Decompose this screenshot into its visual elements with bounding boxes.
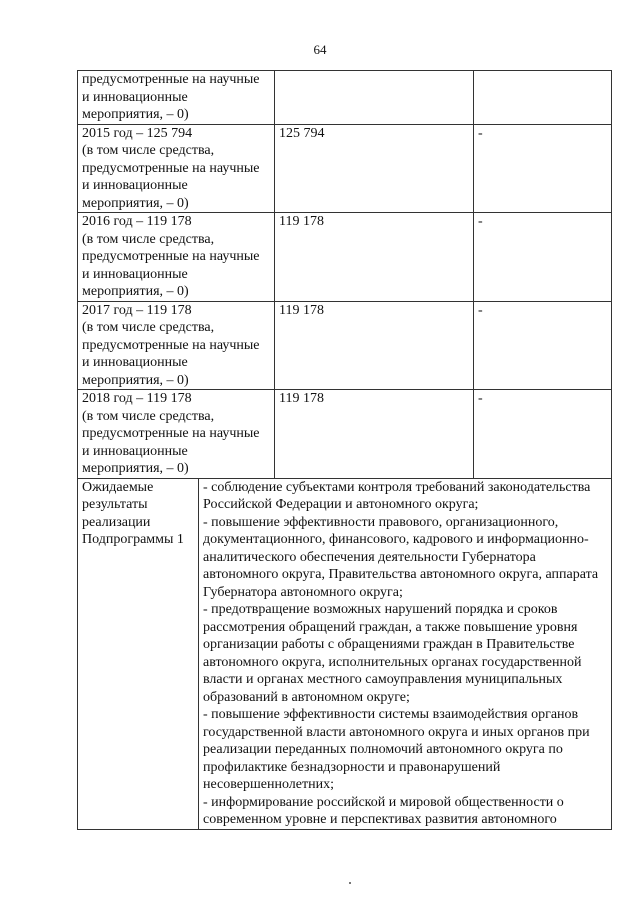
page-number: 64 [313,42,327,57]
table-cell [275,301,474,390]
funding-description: предусмотренные на научные и инновационные мероприятия, – 0) [82,72,260,122]
table-cell [78,213,275,302]
table-cell [78,301,275,390]
expected-results-list [203,479,607,829]
table-cell [474,301,612,390]
amount-2015: 125 794 [279,125,325,141]
table-cell [474,71,612,125]
table-cell [78,390,275,479]
amount-2016: 119 178 [279,214,324,229]
list-item: - предотвращение возможных нарушений порядка и сроков рассмотрения обращений граждан, а также повышение уровня организации работы с обращениями граждан в Правительстве автономного округа, исполнительных органах государственной власти и органах местного самоуправления муниципальных образований в автономном округе; [203,602,582,705]
table-cell [275,390,474,479]
table-cell [275,124,474,213]
table-row [78,478,612,829]
amount-2018: 119 178 [279,391,324,406]
scan-speck [349,882,351,884]
amount-2017: 119 178 [279,302,324,318]
funding-year-2017: 2017 год – 119 178 (в том числе средства, предусмотренные на научные и инновационные мероприятия, – 0) [82,302,260,388]
table-cell [275,71,474,125]
list-item: - информирование российской и мировой общественности о современном уровне и перспективах развития автономного [203,794,564,827]
table-row [78,390,612,479]
table-cell [78,71,275,125]
table-cell [275,213,474,302]
list-item: - соблюдение субъектами контроля требований законодательства Российской Федерации и автономного округа; [203,479,591,512]
table-row [78,71,612,125]
table-row [78,301,612,390]
dash-2018: - [478,391,483,406]
funding-year-2015: 2015 год – 125 794 (в том числе средства, предусмотренные на научные и инновационные мероприятия, – 0) [82,125,260,211]
table-cell [78,124,275,213]
expected-results-label: Ожидаемые результаты реализации Подпрограммы 1 [82,479,184,547]
dash-2016: - [478,214,483,229]
dash-2017: - [478,302,483,318]
table-cell [474,390,612,479]
funding-year-2018: 2018 год – 119 178 (в том числе средства, предусмотренные на научные и инновационные мероприятия, – 0) [82,391,260,476]
table-cell [474,124,612,213]
dash-2015: - [478,125,483,141]
table-row [78,213,612,302]
funding-year-2016: 2016 год – 119 178 (в том числе средства, предусмотренные на научные и инновационные мероприятия, – 0) [82,214,260,299]
funding-table [77,70,612,830]
list-item: - повышение эффективности правового, организационного, документационного, финансового, кадрового и информационно-аналитического обеспечения деятельности Губернатора автономного округа, Правительства автономного округа, аппарата Губернатора автономного округа; [203,514,599,600]
list-item: - повышение эффективности системы взаимодействия органов государственной власти автономного округа и иных органов при реализации переданных полномочий автономного округа по профилактике безнадзорности и правонарушений несовершеннолетних; [203,707,590,792]
table-cell [199,478,612,829]
table-cell [78,478,199,829]
table-row [78,124,612,213]
table-cell [474,213,612,302]
